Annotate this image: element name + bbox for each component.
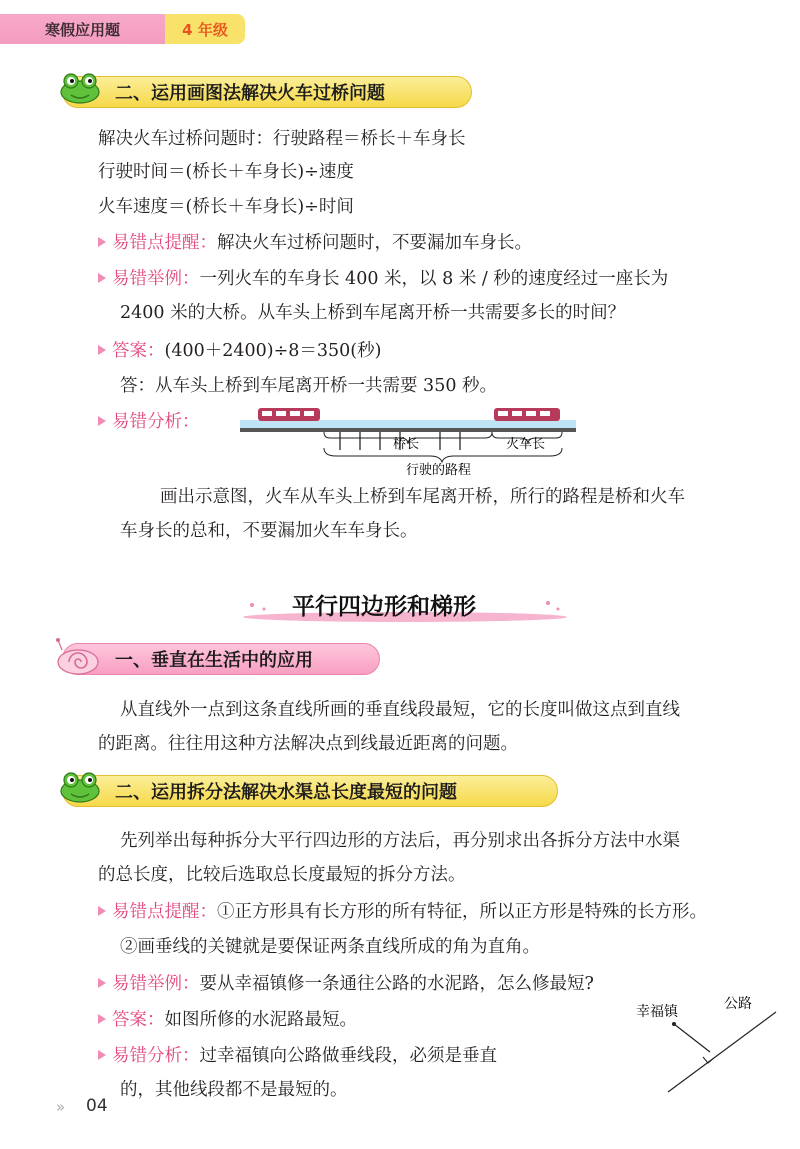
formula-speed: 火车速度＝(桥长＋车身长)÷时间 <box>98 197 354 217</box>
bullet-icon <box>98 416 106 426</box>
section-title: 一、垂直在生活中的应用 <box>115 650 313 671</box>
example-text-2: 2400 米的大桥。从车头上桥到车尾离开桥一共需要多长的时间？ <box>120 303 626 323</box>
page-number: 04 <box>86 1096 108 1116</box>
town-label: 幸福镇 <box>636 1004 678 1020</box>
canal-answer-line <box>98 1007 357 1033</box>
tip-label: 易错点提醒： <box>112 902 217 922</box>
formula-time: 行驶时间＝(桥长＋车身长)÷速度 <box>98 162 354 182</box>
analysis-label: 易错分析： <box>112 412 200 432</box>
tip-text: 解决火车过桥问题时，不要漏加车身长。 <box>217 233 532 253</box>
section-banner-canal <box>62 775 558 807</box>
section-banner-perpendicular <box>62 643 380 675</box>
road-line <box>668 1012 776 1092</box>
snail-icon <box>54 636 102 676</box>
town-point <box>672 1022 676 1026</box>
train-left-icon <box>258 408 320 421</box>
bullet-icon <box>98 906 106 916</box>
canal-text-2: 的总长度，比较后选取总长度最短的拆分方法。 <box>98 865 466 885</box>
canal-tip-line-2: ②画垂线的关键就是要保证两条直线所成的角为直角。 <box>120 937 540 957</box>
canal-analysis-line-2: 的，其他线段都不是最短的。 <box>120 1080 348 1100</box>
train-bridge-diagram <box>240 404 580 478</box>
bullet-icon <box>98 978 106 988</box>
grade-label: 4 年级 <box>165 14 245 44</box>
frog-icon <box>58 72 102 104</box>
right-angle-mark <box>703 1057 714 1063</box>
train-length-label: 火车长 <box>506 437 546 452</box>
tip-line <box>98 230 532 256</box>
frog-icon <box>58 771 102 803</box>
perpendicular-text-2: 的距离。往往用这种方法解决点到线最近距离的问题。 <box>98 734 518 754</box>
answer-label: 答案： <box>112 341 165 361</box>
header-tab <box>0 14 248 44</box>
answer-text: (400＋2400)÷8＝350(秒) <box>164 341 382 361</box>
bullet-icon <box>98 273 106 283</box>
chevron-right-icon: » <box>56 1098 66 1116</box>
canal-text-1: 先列举出每种拆分大平行四边形的方法后，再分别求出各拆分方法中水渠 <box>120 831 680 851</box>
example-line <box>98 266 668 292</box>
section-title: 二、运用画图法解决火车过桥问题 <box>115 83 385 104</box>
example-text: 要从幸福镇修一条通往公路的水泥路，怎么修最短? <box>199 974 594 994</box>
train-right-icon <box>494 408 560 421</box>
canal-example-line <box>98 971 594 997</box>
example-label: 易错举例： <box>112 974 200 994</box>
explain-text-1: 画出示意图，火车从车头上桥到车尾离开桥，所行的路程是桥和火车 <box>160 487 685 507</box>
road-diagram <box>626 988 790 1098</box>
chapter-title: 平行四边形和梯形 <box>292 594 476 620</box>
answer-text: 如图所修的水泥路最短。 <box>164 1010 357 1030</box>
tip-label: 易错点提醒： <box>112 233 217 253</box>
answer-text-2: 答：从车头上桥到车尾离开桥一共需要 350 秒。 <box>120 376 498 396</box>
section-title: 二、运用拆分法解决水渠总长度最短的问题 <box>115 782 457 803</box>
section-banner-train-bridge <box>62 76 472 108</box>
formula-distance: 解决火车过桥问题时：行驶路程＝桥长＋车身长 <box>98 129 466 149</box>
example-label: 易错举例： <box>112 269 200 289</box>
bullet-icon <box>98 1050 106 1060</box>
analysis-line <box>98 409 200 435</box>
analysis-text: 过幸福镇向公路做垂线段，必须是垂直 <box>199 1046 497 1066</box>
perpendicular-text-1: 从直线外一点到这条直线所画的垂直线段最短，它的长度叫做这点到直线 <box>120 700 680 720</box>
book-title: 寒假应用题 <box>0 14 165 44</box>
route-label: 行驶的路程 <box>406 463 472 478</box>
perpendicular-path <box>674 1024 710 1052</box>
bullet-icon <box>98 1014 106 1024</box>
answer-label: 答案： <box>112 1010 165 1030</box>
bullet-icon <box>98 345 106 355</box>
example-text: 一列火车的车身长 400 米，以 8 米 / 秒的速度经过一座长为 <box>199 269 669 289</box>
analysis-label: 易错分析： <box>112 1046 200 1066</box>
road-label: 公路 <box>724 996 752 1012</box>
canal-tip-line <box>98 899 707 925</box>
answer-line <box>98 338 381 364</box>
tip-text: ①正方形具有长方形的所有特征，所以正方形是特殊的长方形。 <box>217 902 707 922</box>
canal-analysis-line <box>98 1043 497 1069</box>
bullet-icon <box>98 237 106 247</box>
explain-text-2: 车身长的总和，不要漏加火车车身长。 <box>120 521 418 541</box>
bridge-length-label: 桥长 <box>393 437 420 452</box>
